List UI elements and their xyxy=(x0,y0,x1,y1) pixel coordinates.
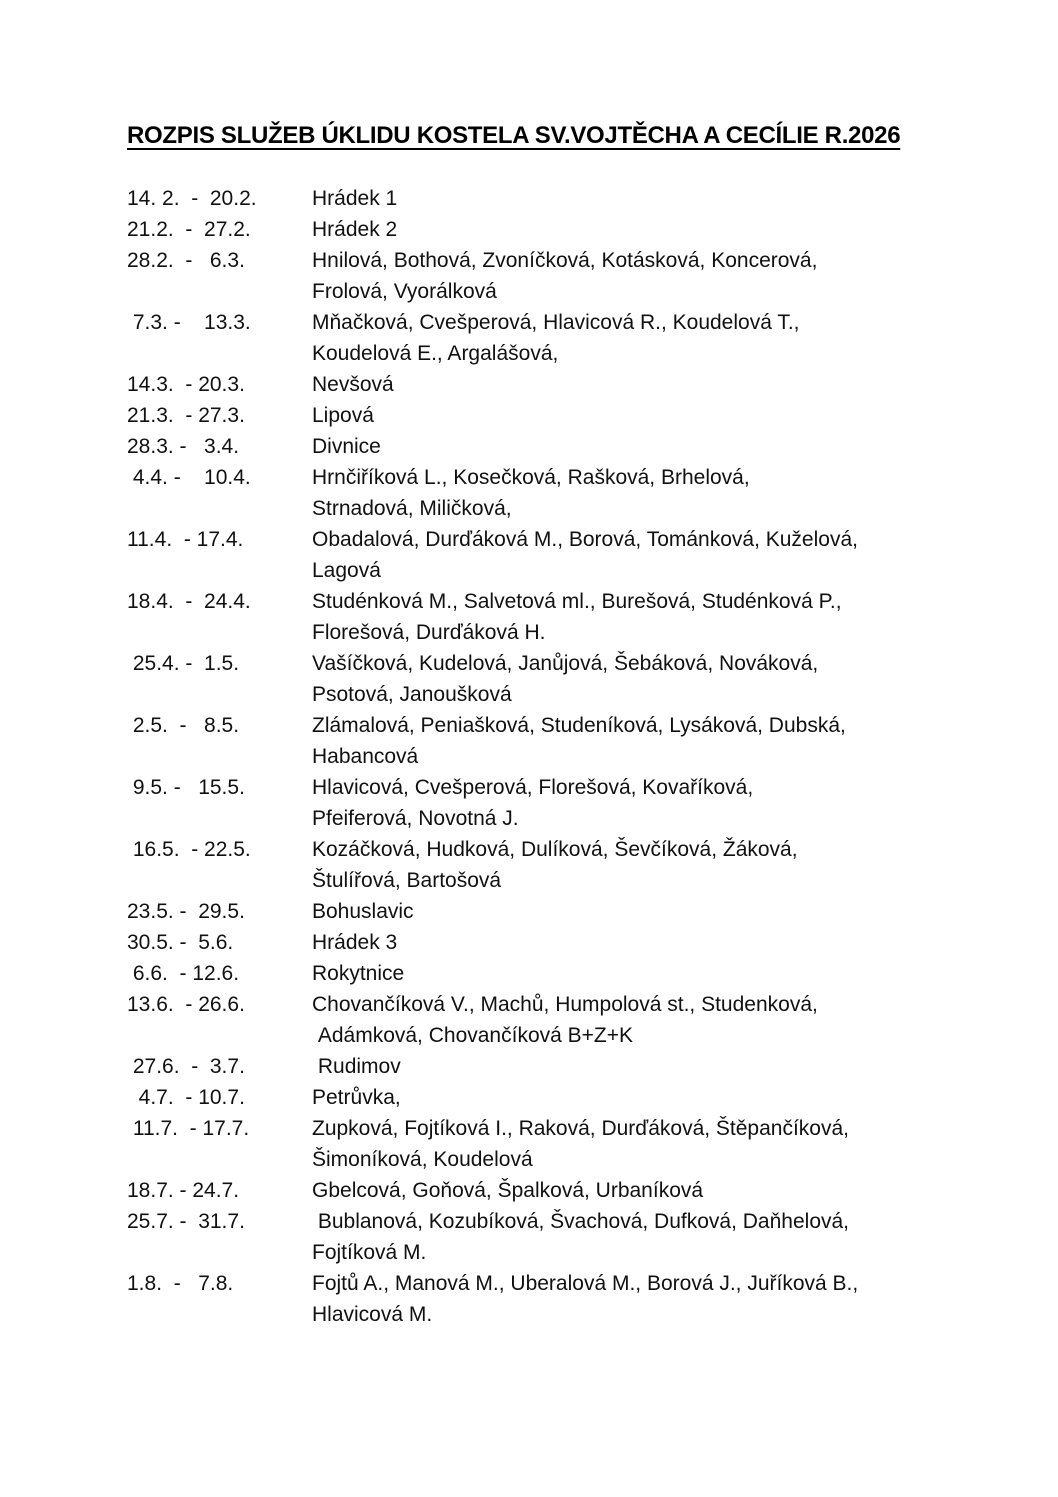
names-line: Fojtů A., Manová M., Uberalová M., Borová J., Juříková B., xyxy=(312,1272,859,1295)
date-range: 27.6. - 3.7. xyxy=(127,1055,245,1078)
names-line: Lagová xyxy=(312,559,381,582)
names-line: Koudelová E., Argalášová, xyxy=(312,342,559,365)
names-cell xyxy=(312,1051,998,1082)
names-cell xyxy=(312,1113,998,1175)
schedule-row xyxy=(127,369,998,400)
names-line: Florešová, Durďáková H. xyxy=(312,621,546,644)
names-line: Nevšová xyxy=(312,373,394,396)
names-cell xyxy=(312,307,998,369)
names-line: Hlavicová M. xyxy=(312,1303,433,1326)
names-cell xyxy=(312,989,998,1051)
names-line: Mňačková, Cvešperová, Hlavicová R., Koudelová T., xyxy=(312,311,800,334)
names-line: Zlámalová, Peniašková, Studeníková, Lysáková, Dubská, xyxy=(312,714,846,737)
names-line: Studénková M., Salvetová ml., Burešová, Studénková P., xyxy=(312,590,842,613)
names-line: Obadalová, Durďáková M., Borová, Tománková, Kuželová, xyxy=(312,528,858,551)
names-cell xyxy=(312,183,998,214)
names-cell xyxy=(312,648,998,710)
schedule-row xyxy=(127,462,998,524)
date-range: 11.4. - 17.4. xyxy=(127,528,244,551)
date-range: 18.7. - 24.7. xyxy=(127,1179,240,1202)
date-range: 7.3. - 13.3. xyxy=(127,311,251,334)
schedule-row xyxy=(127,400,998,431)
names-line: Hnilová, Bothová, Zvoníčková, Kotásková, Koncerová, xyxy=(312,249,818,272)
names-line: Rokytnice xyxy=(312,962,405,985)
date-range: 13.6. - 26.6. xyxy=(127,993,245,1016)
page-title: ROZPIS SLUŽEB ÚKLIDU KOSTELA SV.VOJTĚCHA A CECÍLIE R.2026 xyxy=(127,122,901,149)
names-cell xyxy=(312,1082,998,1113)
names-line: Strnadová, Miličková, xyxy=(312,497,512,520)
names-line: Hrádek 2 xyxy=(312,218,398,241)
schedule-row xyxy=(127,989,998,1051)
names-line: Adámková, Chovančíková B+Z+K xyxy=(312,1024,634,1047)
names-line: Zupková, Fojtíková I., Raková, Durďáková, Štěpančíková, xyxy=(312,1117,849,1140)
names-line: Psotová, Janoušková xyxy=(312,683,512,706)
names-cell xyxy=(312,1206,998,1268)
schedule-row xyxy=(127,834,998,896)
date-range: 28.2. - 6.3. xyxy=(127,249,245,272)
schedule-row xyxy=(127,1175,998,1206)
names-line: Chovančíková V., Machů, Humpolová st., Studenková, xyxy=(312,993,818,1016)
names-cell xyxy=(312,245,998,307)
names-line: Divnice xyxy=(312,435,381,458)
names-cell xyxy=(312,1175,998,1206)
schedule-row xyxy=(127,927,998,958)
date-range: 25.7. - 31.7. xyxy=(127,1210,245,1233)
schedule-row xyxy=(127,896,998,927)
date-range: 14.3. - 20.3. xyxy=(127,373,245,396)
names-line: Kozáčková, Hudková, Dulíková, Ševčíková, Žáková, xyxy=(312,838,798,861)
names-cell xyxy=(312,710,998,772)
schedule-row xyxy=(127,958,998,989)
schedule-row xyxy=(127,772,998,834)
names-line: Hlavicová, Cvešperová, Florešová, Kovaříková, xyxy=(312,776,754,799)
names-line: Pfeiferová, Novotná J. xyxy=(312,807,519,830)
schedule-row xyxy=(127,648,998,710)
names-line: Bublanová, Kozubíková, Švachová, Dufková, Daňhelová, xyxy=(312,1210,850,1233)
schedule-row xyxy=(127,1206,998,1268)
names-line: Štulířová, Bartošová xyxy=(312,869,502,892)
names-line: Fojtíková M. xyxy=(312,1241,427,1264)
names-line: Hrádek 1 xyxy=(312,187,398,210)
schedule-row xyxy=(127,245,998,307)
date-range: 4.4. - 10.4. xyxy=(127,466,251,489)
schedule-row xyxy=(127,1113,998,1175)
schedule-row xyxy=(127,431,998,462)
names-line: Gbelcová, Goňová, Špalková, Urbaníková xyxy=(312,1179,704,1202)
names-cell xyxy=(312,896,998,927)
schedule-row xyxy=(127,307,998,369)
date-range: 1.8. - 7.8. xyxy=(127,1272,234,1295)
date-range: 28.3. - 3.4. xyxy=(127,435,240,458)
date-range: 21.3. - 27.3. xyxy=(127,404,245,427)
schedule-row xyxy=(127,1082,998,1113)
names-line: Rudimov xyxy=(312,1055,401,1078)
date-range: 4.7. - 10.7. xyxy=(127,1086,245,1109)
date-range: 6.6. - 12.6. xyxy=(127,962,240,985)
names-line: Frolová, Vyorálková xyxy=(312,280,497,303)
date-range: 30.5. - 5.6. xyxy=(127,931,234,954)
schedule-row xyxy=(127,214,998,245)
names-cell xyxy=(312,431,998,462)
names-cell xyxy=(312,772,998,834)
schedule-row xyxy=(127,1051,998,1082)
schedule-row xyxy=(127,586,998,648)
names-cell xyxy=(312,524,998,586)
names-line: Petrůvka, xyxy=(312,1086,401,1109)
date-range: 23.5. - 29.5. xyxy=(127,900,245,923)
date-range: 2.5. - 8.5. xyxy=(127,714,240,737)
date-range: 11.7. - 17.7. xyxy=(127,1117,250,1140)
schedule-list xyxy=(127,183,998,1330)
names-cell xyxy=(312,927,998,958)
names-line: Šimoníková, Koudelová xyxy=(312,1148,533,1171)
names-cell xyxy=(312,400,998,431)
names-line: Habancová xyxy=(312,745,419,768)
date-range: 9.5. - 15.5. xyxy=(127,776,245,799)
date-range: 18.4. - 24.4. xyxy=(127,590,251,613)
names-cell xyxy=(312,369,998,400)
names-line: Bohuslavic xyxy=(312,900,414,923)
names-cell xyxy=(312,958,998,989)
names-line: Hrnčiříková L., Kosečková, Rašková, Brhelová, xyxy=(312,466,750,489)
date-range: 21.2. - 27.2. xyxy=(127,218,251,241)
names-line: Vašíčková, Kudelová, Janůjová, Šebáková, Nováková, xyxy=(312,652,819,675)
schedule-row xyxy=(127,1268,998,1330)
names-line: Lipová xyxy=(312,404,374,427)
schedule-row xyxy=(127,524,998,586)
names-cell xyxy=(312,834,998,896)
date-range: 25.4. - 1.5. xyxy=(127,652,240,675)
date-range: 16.5. - 22.5. xyxy=(127,838,251,861)
date-range: 14. 2. - 20.2. xyxy=(127,187,257,210)
schedule-row xyxy=(127,183,998,214)
names-cell xyxy=(312,586,998,648)
schedule-row xyxy=(127,710,998,772)
names-cell xyxy=(312,1268,998,1330)
names-line: Hrádek 3 xyxy=(312,931,398,954)
names-cell xyxy=(312,462,998,524)
names-cell xyxy=(312,214,998,245)
